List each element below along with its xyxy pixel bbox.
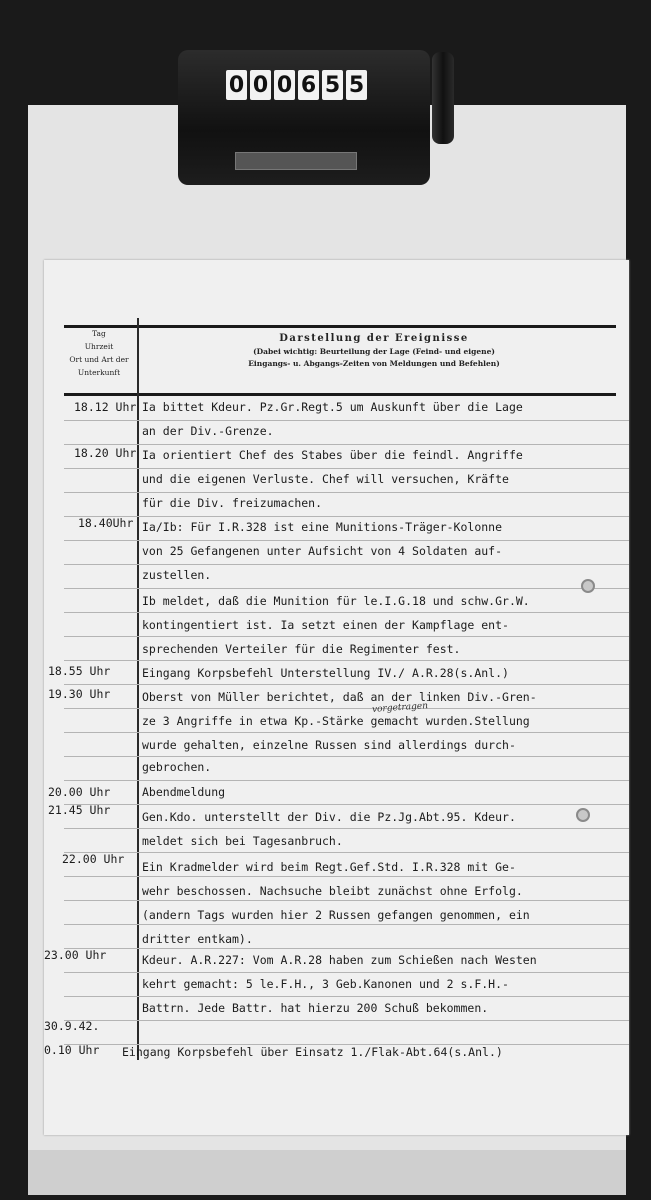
entry-time: 18.20 Uhr [74,446,137,460]
entry-time: 0.10 Uhr [44,1043,100,1057]
punch-hole [576,808,590,822]
counter-digit: 5 [322,70,343,100]
entry-line: Ib meldet, daß die Munition für le.I.G.18 und schw.Gr.W. [142,594,530,608]
header-title: Darstellung der Ereignisse [279,333,469,344]
counter-digit: 6 [298,70,319,100]
entry-line: (andern Tags wurden hier 2 Russen gefangen genommen, ein [142,908,530,922]
entry-time: 19.30 Uhr [48,687,111,701]
header-day: Tag [92,329,106,338]
entry-line: und die eigenen Verluste. Chef will versuchen, Kräfte [142,472,509,486]
left-column-header [62,327,136,379]
entry-line: Ia bittet Kdeur. Pz.Gr.Regt.5 um Auskunft über die Lage [142,400,523,414]
entry-line: wehr beschossen. Nachsuche bleibt zunächst ohne Erfolg. [142,884,523,898]
entry-time: 18.12 Uhr [74,400,137,414]
entry-line: Eingang Korpsbefehl Unterstellung IV./ A.R.28(s.Anl.) [142,666,509,680]
header-rule-top [64,325,616,328]
entry-time: 20.00 Uhr [48,785,111,799]
entry-date: 30.9.42. [44,1019,100,1033]
entry-line: von 25 Gefangenen unter Aufsicht von 4 Soldaten auf- [142,544,503,558]
entry-line: Kdeur. A.R.227: Vom A.R.28 haben zum Schießen nach Westen [142,953,537,967]
entry-line: Oberst von Müller berichtet, daß an der linken Div.-Gren- [142,690,537,704]
counter-plate [235,152,357,170]
entry-line: sprechenden Verteiler für die Regimenter fest. [142,642,461,656]
entry-line: Ia orientiert Chef des Stabes über die feindl. Angriffe [142,448,523,462]
entry-line: zustellen. [142,568,212,582]
entry-time: 18.40Uhr [78,516,134,530]
header-rule-bottom [64,393,616,396]
header-quarters: Unterkunft [77,368,121,377]
entry-time: 18.55 Uhr [48,664,111,678]
counter-digit: 0 [226,70,247,100]
counter-digit: 5 [346,70,367,100]
entry-line: Abendmeldung [142,785,226,799]
entry-time: 21.45 Uhr [48,803,111,817]
entry-line: dritter entkam). [142,932,253,946]
entry-line: für die Div. freizumachen. [142,496,323,510]
entry-line: an der Div.-Grenze. [142,424,274,438]
entry-line: kehrt gemacht: 5 le.F.H., 3 Geb.Kanonen und 2 s.F.H.- [142,977,509,991]
entry-line: gebrochen. [142,760,212,774]
punch-hole [581,579,595,593]
counter-knob [432,52,454,144]
counter-digits [226,70,367,100]
header-subtitle-2: Eingangs- u. Abgangs-Zeiten von Meldungen und Befehlen) [248,359,500,368]
entry-line: kontingentiert ist. Ia setzt einen der Kampflage ent- [142,618,509,632]
counter-digit: 0 [274,70,295,100]
handwritten-insert: vorgetragen [371,701,429,715]
counter-digit: 0 [250,70,271,100]
entry-line: Ia/Ib: Für I.R.328 ist eine Munitions-Träger-Kolonne [142,520,503,534]
entry-line: Gen.Kdo. unterstellt der Div. die Pz.Jg.Abt.95. Kdeur. [142,810,516,824]
entry-line: Eingang Korpsbefehl über Einsatz 1./Flak-Abt.64(s.Anl.) [122,1045,503,1059]
header-subtitle-1: (Dabei wichtig: Beurteilung der Lage (Feind- und eigene) [253,347,495,356]
war-diary-page [44,260,629,1135]
entry-line: Battrn. Jede Battr. hat hierzu 200 Schuß bekommen. [142,1001,489,1015]
entry-line: meldet sich bei Tagesanbruch. [142,834,343,848]
entry-line: Ein Kradmelder wird beim Regt.Gef.Std. I.R.328 mit Ge- [142,860,516,874]
entry-time: 23.00 Uhr [44,948,107,962]
entry-time: 22.00 Uhr [62,852,125,866]
entry-line: wurde gehalten, einzelne Russen sind allerdings durch- [142,738,516,752]
header-location: Ort und Art der [69,355,129,364]
header-time: Uhrzeit [84,342,114,351]
right-column-header [164,332,584,370]
entry-line: ze 3 Angriffe in etwa Kp.-Stärke gemacht wurden.Stellung [142,714,530,728]
backing-sheet-edge [28,1150,626,1195]
